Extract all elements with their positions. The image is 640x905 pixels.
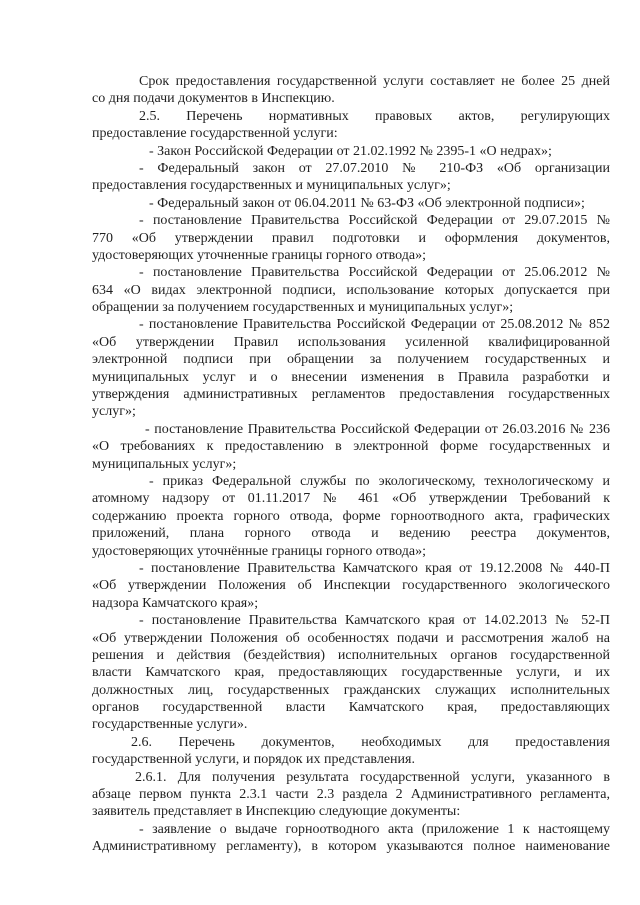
list-item: - Федеральный закон от 27.07.2010 № 210-ФЗ «Об организации: [139, 160, 610, 176]
list-item: - постановление Правительства Российской Федерации от 29.07.2015 №: [139, 213, 610, 229]
list-item: - постановление Правительства Российской Федерации от 25.06.2012 №: [139, 265, 610, 281]
text-line: электронной подписи при обращении за получением государственных и: [92, 352, 610, 368]
text-line: «Об утверждении Положения об особенностях подачи и рассмотрения жалоб на: [92, 630, 610, 646]
text-line: «Об утверждении Правил использования усиленной квалифицированной: [92, 334, 610, 350]
list-item: - постановление Правительства Камчатского края от 14.02.2013 № 52-П: [139, 613, 610, 629]
subsection-heading: 2.6.1. Для получения результата государственной услуги, указанного в: [135, 769, 610, 785]
document-body: [92, 73, 610, 856]
text-line: услуг»;: [92, 404, 136, 420]
text-line: предоставление государственной услуги:: [92, 126, 338, 142]
text-line: атомному надзору от 01.11.2017 № 461 «Об утверждении Требований к: [92, 491, 610, 507]
text-line: утверждения административных регламентов предоставления государственных: [92, 387, 610, 403]
list-item: - Закон Российской Федерации от 21.02.1992 № 2395-1 «О недрах»;: [149, 143, 552, 159]
text-line: удостоверяющих уточнённые границы горного отвода»;: [92, 543, 426, 559]
text-line: обращении за получением государственных и муниципальных услуг»;: [92, 300, 514, 316]
text-line: удостоверяющих уточненные границы горного отвода»;: [92, 247, 426, 263]
text-line: содержанию проекта горного отвода, форме горноотводного акта, графических: [92, 508, 610, 524]
list-item: - постановление Правительства Российской Федерации от 26.03.2016 № 236: [145, 421, 610, 437]
text-line: государственной услуги, и порядок их представления.: [92, 752, 415, 768]
text-line: 770 «Об утверждении правил подготовки и оформления документов,: [92, 230, 610, 246]
text-line: органов государственной власти Камчатского края, предоставляющих: [92, 700, 610, 716]
text-line: со дня подачи документов в Инспекцию.: [92, 91, 335, 107]
list-item: - постановление Правительства Российской Федерации от 25.08.2012 № 852: [139, 317, 610, 333]
section-heading: 2.5. Перечень нормативных правовых актов, регулирующих: [139, 108, 610, 124]
text-line: приложений, плана горного отвода и ведению реестра документов,: [92, 526, 610, 542]
text-line: государственные услуги».: [92, 717, 248, 733]
text-line: власти Камчатского края, предоставляющих государственные услуги, и их: [92, 665, 610, 681]
text-line: решения и действия (бездействия) исполнительных органов государственной: [92, 647, 610, 663]
text-line: заявитель представляет в Инспекцию следующие документы:: [92, 804, 461, 820]
list-item: - Федеральный закон от 06.04.2011 № 63-ФЗ «Об электронной подписи»;: [149, 195, 585, 211]
list-item: - заявление о выдаче горноотводного акта (приложение 1 к настоящему: [139, 821, 610, 837]
text-line: должностных лиц, государственных гражданских служащих исполнительных: [92, 682, 610, 698]
list-item: - постановление Правительства Камчатского края от 19.12.2008 № 440-П: [139, 560, 610, 576]
text-line: абзаце первом пункта 2.3.1 части 2.3 раздела 2 Административного регламента,: [92, 787, 610, 803]
text-line: предоставления государственных и муниципальных услуг»;: [92, 178, 451, 194]
text-line: Срок предоставления государственной услуги составляет не более 25 дней: [139, 74, 610, 89]
text-line: 634 «О видах электронной подписи, использование которых допускается при: [92, 282, 610, 298]
list-item: - приказ Федеральной службы по экологическому, технологическому и: [149, 473, 610, 489]
text-line: Административному регламенту), в котором указываются полное наименование: [92, 839, 610, 855]
text-line: «О требованиях к предоставлению в электронной форме государственных и: [92, 439, 610, 455]
text-line: муниципальных услуг»;: [92, 456, 237, 472]
section-heading: 2.6. Перечень документов, необходимых для предоставления: [131, 734, 610, 750]
text-line: муниципальных услуг и о внесении изменения в Правила разработки и: [92, 369, 610, 385]
text-line: надзора Камчатского края»;: [92, 595, 259, 611]
text-line: «Об утверждении Положения об Инспекции государственного экологического: [92, 578, 610, 594]
